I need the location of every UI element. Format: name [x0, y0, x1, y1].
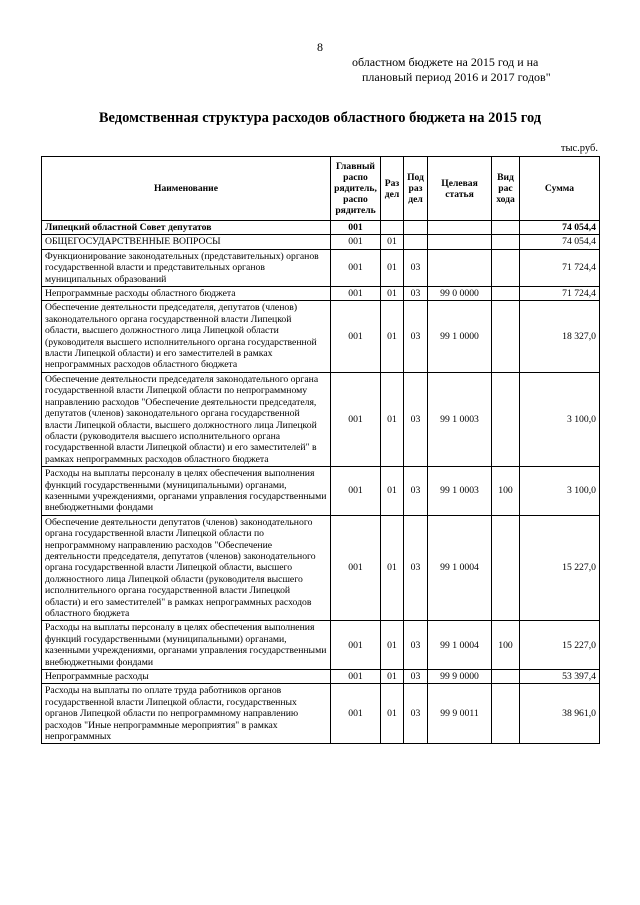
cell-sum: 3 100,0	[520, 467, 600, 516]
table-row	[42, 301, 600, 372]
cell-gr: 001	[331, 301, 381, 372]
cell-name: Непрограммные расходы	[42, 670, 331, 684]
table-row	[42, 684, 600, 744]
cell-sum: 74 054,4	[520, 221, 600, 235]
header-target-article: Целевая статья	[428, 157, 492, 221]
cell-gr: 001	[331, 287, 381, 301]
cell-cs	[428, 249, 492, 286]
cell-sum: 15 227,0	[520, 515, 600, 621]
cell-rz	[381, 221, 404, 235]
cell-pr	[404, 235, 428, 249]
cell-vr	[492, 372, 520, 466]
cell-name: Непрограммные расходы областного бюджета	[42, 287, 331, 301]
cell-gr: 001	[331, 249, 381, 286]
cell-sum: 74 054,4	[520, 235, 600, 249]
cell-pr: 03	[404, 621, 428, 670]
table-row	[42, 221, 600, 235]
cell-sum: 15 227,0	[520, 621, 600, 670]
cell-gr: 001	[331, 221, 381, 235]
cell-sum: 18 327,0	[520, 301, 600, 372]
table-row	[42, 670, 600, 684]
approval-header-line-2: плановый период 2016 и 2017 годов"	[362, 70, 551, 84]
cell-vr	[492, 684, 520, 744]
cell-rz: 01	[381, 684, 404, 744]
header-sum: Сумма	[520, 157, 600, 221]
cell-cs: 99 1 0004	[428, 515, 492, 621]
cell-gr: 001	[331, 670, 381, 684]
cell-cs: 99 1 0003	[428, 467, 492, 516]
cell-cs	[428, 235, 492, 249]
cell-gr: 001	[331, 515, 381, 621]
cell-name: Расходы на выплаты персоналу в целях обеспечения выполнения функций государственными (муниципальными) органами, казенными учреждениями, органами управления государственными внебюджетными фондами	[42, 621, 331, 670]
cell-rz: 01	[381, 301, 404, 372]
cell-gr: 001	[331, 621, 381, 670]
header-expense-type: Вид рас хода	[492, 157, 520, 221]
cell-sum: 53 397,4	[520, 670, 600, 684]
cell-gr: 001	[331, 372, 381, 466]
table-body	[42, 221, 600, 744]
cell-pr: 03	[404, 515, 428, 621]
approval-header-line-1: областном бюджете на 2015 год и на	[352, 55, 539, 69]
cell-gr: 001	[331, 684, 381, 744]
cell-name: Липецкий областной Совет депутатов	[42, 221, 331, 235]
cell-name: Расходы на выплаты персоналу в целях обеспечения выполнения функций государственными (муниципальными) органами, казенными учреждениями, органами управления государственными внебюджетными фондами	[42, 467, 331, 516]
cell-sum: 3 100,0	[520, 372, 600, 466]
cell-sum: 71 724,4	[520, 249, 600, 286]
table-row	[42, 515, 600, 621]
cell-pr: 03	[404, 372, 428, 466]
cell-pr: 03	[404, 467, 428, 516]
table-row	[42, 621, 600, 670]
header-name: Наименование	[42, 157, 331, 221]
cell-vr	[492, 249, 520, 286]
header-section: Раз дел	[381, 157, 404, 221]
cell-vr	[492, 301, 520, 372]
cell-vr: 100	[492, 621, 520, 670]
cell-pr: 03	[404, 684, 428, 744]
table-row	[42, 467, 600, 516]
table-row	[42, 287, 600, 301]
cell-rz: 01	[381, 515, 404, 621]
cell-cs	[428, 221, 492, 235]
approval-header	[352, 55, 551, 85]
cell-sum: 38 961,0	[520, 684, 600, 744]
cell-name: ОБЩЕГОСУДАРСТВЕННЫЕ ВОПРОСЫ	[42, 235, 331, 249]
cell-vr	[492, 287, 520, 301]
cell-gr: 001	[331, 467, 381, 516]
cell-cs: 99 1 0000	[428, 301, 492, 372]
cell-vr: 100	[492, 467, 520, 516]
cell-rz: 01	[381, 372, 404, 466]
page-number: 8	[317, 40, 323, 54]
cell-name: Обеспечение деятельности председателя, депутатов (членов) законодательного органа государственной власти Липецкой области, высшего должностного лица Липецкой области (руководителя высшего исполнительного органа государственной власти Липецкой области) и его заместителей в рамках непрограммных расходов областного бюджета	[42, 301, 331, 372]
cell-pr: 03	[404, 301, 428, 372]
cell-vr	[492, 670, 520, 684]
cell-rz: 01	[381, 621, 404, 670]
cell-name: Расходы на выплаты по оплате труда работников органов государственной власти Липецкой области, государственных органов Липецкой области по непрограммному направлению расходов "Иные непрограммные мероприятия" в рамках непрограммных	[42, 684, 331, 744]
units-label: тыс.руб.	[560, 143, 598, 154]
cell-pr	[404, 221, 428, 235]
cell-rz: 01	[381, 287, 404, 301]
table-row	[42, 372, 600, 466]
cell-sum: 71 724,4	[520, 287, 600, 301]
cell-rz: 01	[381, 467, 404, 516]
cell-pr: 03	[404, 287, 428, 301]
cell-cs: 99 1 0003	[428, 372, 492, 466]
cell-pr: 03	[404, 670, 428, 684]
cell-cs: 99 9 0011	[428, 684, 492, 744]
cell-cs: 99 0 0000	[428, 287, 492, 301]
cell-rz: 01	[381, 670, 404, 684]
cell-name: Обеспечение деятельности депутатов (членов) законодательного органа государственной власти Липецкой области по непрограммному направлению расходов "Обеспечение деятельности председателя, депутатов (членов) законодательного органа государственной власти Липецкой области, высшего должностного лица Липецкой области (руководителя высшего исполнительного органа государственной власти Липецкой области) и его заместителей" в рамках непрограммных расходов областного бюджета	[42, 515, 331, 621]
table-row	[42, 249, 600, 286]
expenditure-table	[41, 156, 600, 744]
cell-rz: 01	[381, 235, 404, 249]
header-subsection: Под раз дел	[404, 157, 428, 221]
cell-cs: 99 9 0000	[428, 670, 492, 684]
document-title: Ведомственная структура расходов областного бюджета на 2015 год	[98, 110, 542, 126]
table-header-row	[42, 157, 600, 221]
cell-vr	[492, 221, 520, 235]
cell-name: Функционирование законодательных (представительных) органов государственной власти и представительных органов муниципальных образований	[42, 249, 331, 286]
cell-vr	[492, 235, 520, 249]
cell-name: Обеспечение деятельности председателя законодательного органа государственной власти Липецкой области по непрограммному направлению расходов "Обеспечение деятельности председателя, депутатов (членов) законодательного органа государственной власти Липецкой области, высшего должностного лица Липецкой области (руководителя высшего исполнительного органа государственной власти Липецкой области) и его заместителей" в рамках непрограммных расходов областного бюджета	[42, 372, 331, 466]
cell-pr: 03	[404, 249, 428, 286]
cell-rz: 01	[381, 249, 404, 286]
header-chief-manager: Главный распо рядитель, распо рядитель	[331, 157, 381, 221]
cell-vr	[492, 515, 520, 621]
table-row	[42, 235, 600, 249]
cell-gr: 001	[331, 235, 381, 249]
cell-cs: 99 1 0004	[428, 621, 492, 670]
